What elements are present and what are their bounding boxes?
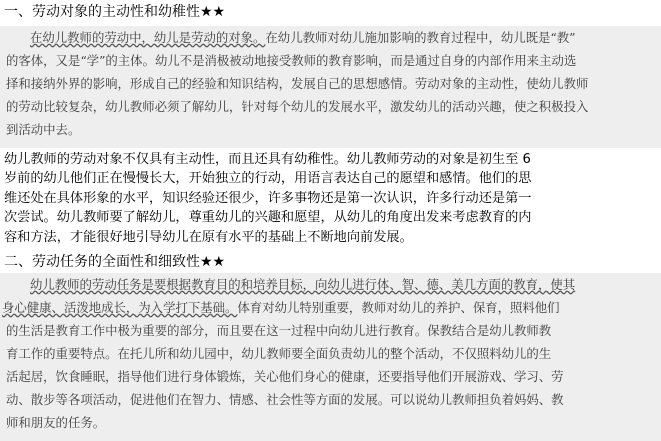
scanned-excerpt-1: [0, 26, 661, 148]
scan-line: 动、散步等各项活动，促进他们在智力、情感、社会性等方面的发展。可以说幼儿教师担负着妈妈、教: [6, 392, 564, 407]
scan-line: 的劳动比较复杂，幼儿教师必须了解幼儿，针对每个幼儿的发展水平，激发幼儿的活动兴趣，使之积极投入: [6, 99, 589, 114]
scan-line: 择和接纳外界的影响，形成自己的经验和知识结构，发展自己的思想感情。劳动对象的主动性，使幼儿教师: [6, 76, 589, 91]
scan-line: 的客体，又是“学”的主体。幼儿不是消极被动地接受教师的教育影响，而是通过自身的内部作用来主动选: [6, 53, 577, 68]
body-line: 幼儿教师的劳动对象不仅具有主动性，而且还具有幼稚性。幼儿教师劳动的对象是初生至 6: [4, 152, 531, 167]
scan-line: 的生活是教育工作中极为重要的部分，而且要在这一过程中向幼儿进行教育。保教结合是幼儿教师教: [6, 323, 552, 338]
body-line: 容和方法，才能很好地引导幼儿在原有水平的基础上不断地向前发展。: [4, 229, 413, 245]
scan-line: 身心健康、活泼地成长，为入学打下基础。体育对幼儿特别重要，教师对幼儿的养护、保育，照料他们: [2, 300, 560, 315]
scan-line: 到活动中去。: [6, 122, 81, 137]
section-2-heading: 二、劳动任务的全面性和细致性★★: [4, 254, 226, 270]
body-line: 岁前的幼儿他们正在慢慢长大，开始独立的行动，用语言表达自己的愿望和感情。他们的思: [4, 171, 532, 187]
body-line: 次尝试。幼儿教师要了解幼儿，尊重幼儿的兴趣和愿望，从幼儿的角度出发来考虑教育的内: [4, 210, 532, 226]
section-1-heading: 一、劳动对象的主动性和幼稚性★★: [4, 4, 226, 20]
scanned-excerpt-2: [0, 273, 661, 441]
scan-line: 活起居，饮食睡眠，指导他们进行身体锻炼，关心他们身心的健康，还要指导他们开展游戏、学习、劳: [6, 369, 564, 384]
scan-line: 育工作的重要特点。在托儿所和幼儿园中，幼儿教师要全面负责幼儿的整个活动，不仅照料幼儿的生: [6, 346, 552, 361]
section-1-body: [4, 150, 659, 247]
scan-line: 师和朋友的任务。: [6, 415, 106, 430]
scan-line: 幼儿教师的劳动任务是要根据教育目的和培养目标，向幼儿进行体、智、德、美几方面的教育，使其: [30, 277, 576, 292]
scan-line: 在幼儿教师的劳动中，幼儿是劳动的对象。在幼儿教师对幼儿施加影响的教育过程中，幼儿既是“教”: [30, 30, 576, 45]
body-line: 维还处在具体形象的水平，知识经验还很少，许多事物还是第一次认识，许多行动还是第一: [4, 190, 532, 206]
